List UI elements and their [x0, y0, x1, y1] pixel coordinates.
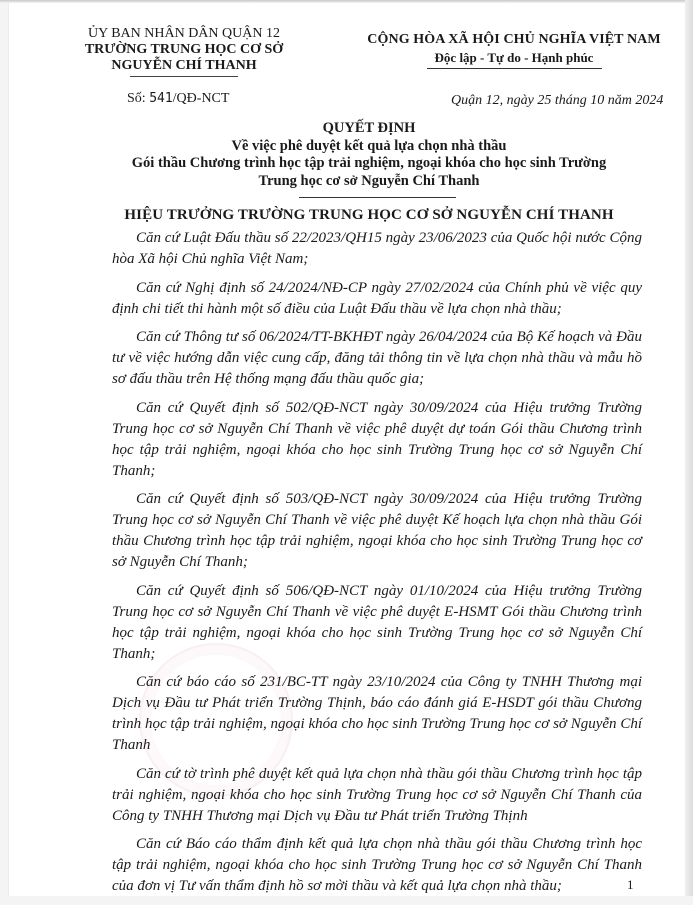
document-page	[8, 3, 685, 896]
legal-basis-item: Căn cứ báo cáo số 231/BC-TT ngày 23/10/2024 của Công ty TNHH Thương mại Dịch vụ Đầu tư Phát triển Trường Thịnh, báo cáo đánh giá E-HSDT gói thầu Chương trình học tập trải nghiệm, ngoại khóa cho học sinh Trường Trung học cơ sở Nguyễn Chí Thanh	[112, 674, 642, 753]
legal-bases	[112, 228, 642, 905]
doc-number-label: Số:	[127, 91, 150, 106]
legal-basis-item: Căn cứ Báo cáo thẩm định kết quả lựa chọn nhà thầu gói thầu Chương trình học tập trải nghiệm, ngoại khóa cho học sinh Trường Trung học cơ sở Nguyễn Chí Thanh của đơn vị Tư vấn thẩm định hồ sơ mời thầu và kết quả lựa chọn nhà thầu;	[112, 836, 642, 894]
authority-heading: HIỆU TRƯỞNG TRƯỜNG TRUNG HỌC CƠ SỞ NGUYỄN CHÍ THANH	[124, 207, 614, 223]
document-number	[127, 91, 229, 107]
decision-subject-line3: Trung học cơ sở Nguyễn Chí Thanh	[258, 172, 480, 189]
header-left-underline	[130, 76, 238, 77]
decision-title-block	[69, 120, 669, 190]
legal-basis-item: Căn cứ Quyết định số 502/QĐ-NCT ngày 30/09/2024 của Hiệu trưởng Trường Trung học cơ sở Nguyễn Chí Thanh về việc phê duyệt dự toán Gói thầu Chương trình học tập trải nghiệm, ngoại khóa cho học sinh Trường Trung học cơ sở Nguyễn Chí Thanh;	[112, 399, 642, 479]
decision-subject-line2: Gói thầu Chương trình học tập trải nghiệm, ngoại khóa cho học sinh Trường	[131, 155, 607, 171]
legal-basis-item: Căn cứ Luật Đấu thầu số 22/2023/QH15 ngày 23/06/2023 của Quốc hội nước Cộng hòa Xã hội Chủ nghĩa Việt Nam;	[112, 230, 642, 267]
legal-basis-item: Căn cứ Quyết định số 506/QĐ-NCT ngày 01/10/2024 của Hiệu trưởng Trường Trung học cơ sở Nguyễn Chí Thanh về việc phê duyệt E-HSMT Gói thầu Chương trình học tập trải nghiệm, ngoại khóa cho học sinh Trường Trung học cơ sở Nguyễn Chí Thanh;	[112, 582, 642, 662]
decision-subject-line1: Về việc phê duyệt kết quả lựa chọn nhà thầu	[231, 137, 507, 154]
legal-basis-item: Căn cứ tờ trình phê duyệt kết quả lựa chọn nhà thầu gói thầu Chương trình học tập trải nghiệm, ngoại khóa cho học sinh Trường Trung học cơ sở Nguyễn Chí Thanh của Công ty TNHH Thương mại Dịch vụ Đầu tư Phát triển Trường Thịnh	[112, 765, 642, 824]
school-name-line1: TRƯỜNG TRUNG HỌC CƠ SỞ	[84, 42, 284, 57]
national-motto: Độc lập - Tự do - Hạnh phúc	[434, 50, 594, 65]
issuing-authority-header	[69, 26, 299, 77]
header-right-underline	[427, 68, 602, 69]
national-motto-header	[359, 31, 669, 69]
place-and-date: Quận 12, ngày 25 tháng 10 năm 2024	[451, 93, 664, 108]
page-number: 1	[627, 877, 634, 892]
title-divider	[299, 197, 456, 198]
country-name: CỘNG HÒA XÃ HỘI CHỦ NGHĨA VIỆT NAM	[367, 32, 661, 47]
doc-number-suffix: /QĐ-NCT	[172, 91, 230, 106]
legal-basis-item: Căn cứ Quyết định số 503/QĐ-NCT ngày 30/09/2024 của Hiệu trưởng Trường Trung học cơ sở Nguyễn Chí Thanh về việc phê duyệt Kế hoạch lựa chọn nhà thầu Gói thầu Chương trình học tập trải nghiệm, ngoại khóa cho học sinh Trường Trung học cơ sở Nguyễn Chí Thanh;	[112, 491, 642, 570]
viewer-right-edge	[685, 0, 693, 896]
school-name-line2: NGUYỄN CHÍ THANH	[111, 58, 257, 73]
legal-basis-item: Căn cứ Thông tư số 06/2024/TT-BKHĐT ngày 26/04/2024 của Bộ Kế hoạch và Đầu tư về việc hướng dẫn việc cung cấp, đăng tải thông tin về lựa chọn nhà thầu và mẫu hồ sơ đấu thầu trên Hệ thống mạng đấu thầu quốc gia;	[112, 329, 642, 387]
district-committee-name: ỦY BAN NHÂN DÂN QUẬN 12	[88, 26, 280, 41]
legal-basis-item: Căn cứ Nghị định số 24/2024/NĐ-CP ngày 27/02/2024 của Chính phủ về việc quy định chi tiết thi hành một số điều của Luật Đấu thầu về lựa chọn nhà thầu;	[112, 279, 642, 317]
doc-number-handwritten: 541	[149, 91, 173, 106]
decision-heading: QUYẾT ĐỊNH	[322, 120, 416, 136]
